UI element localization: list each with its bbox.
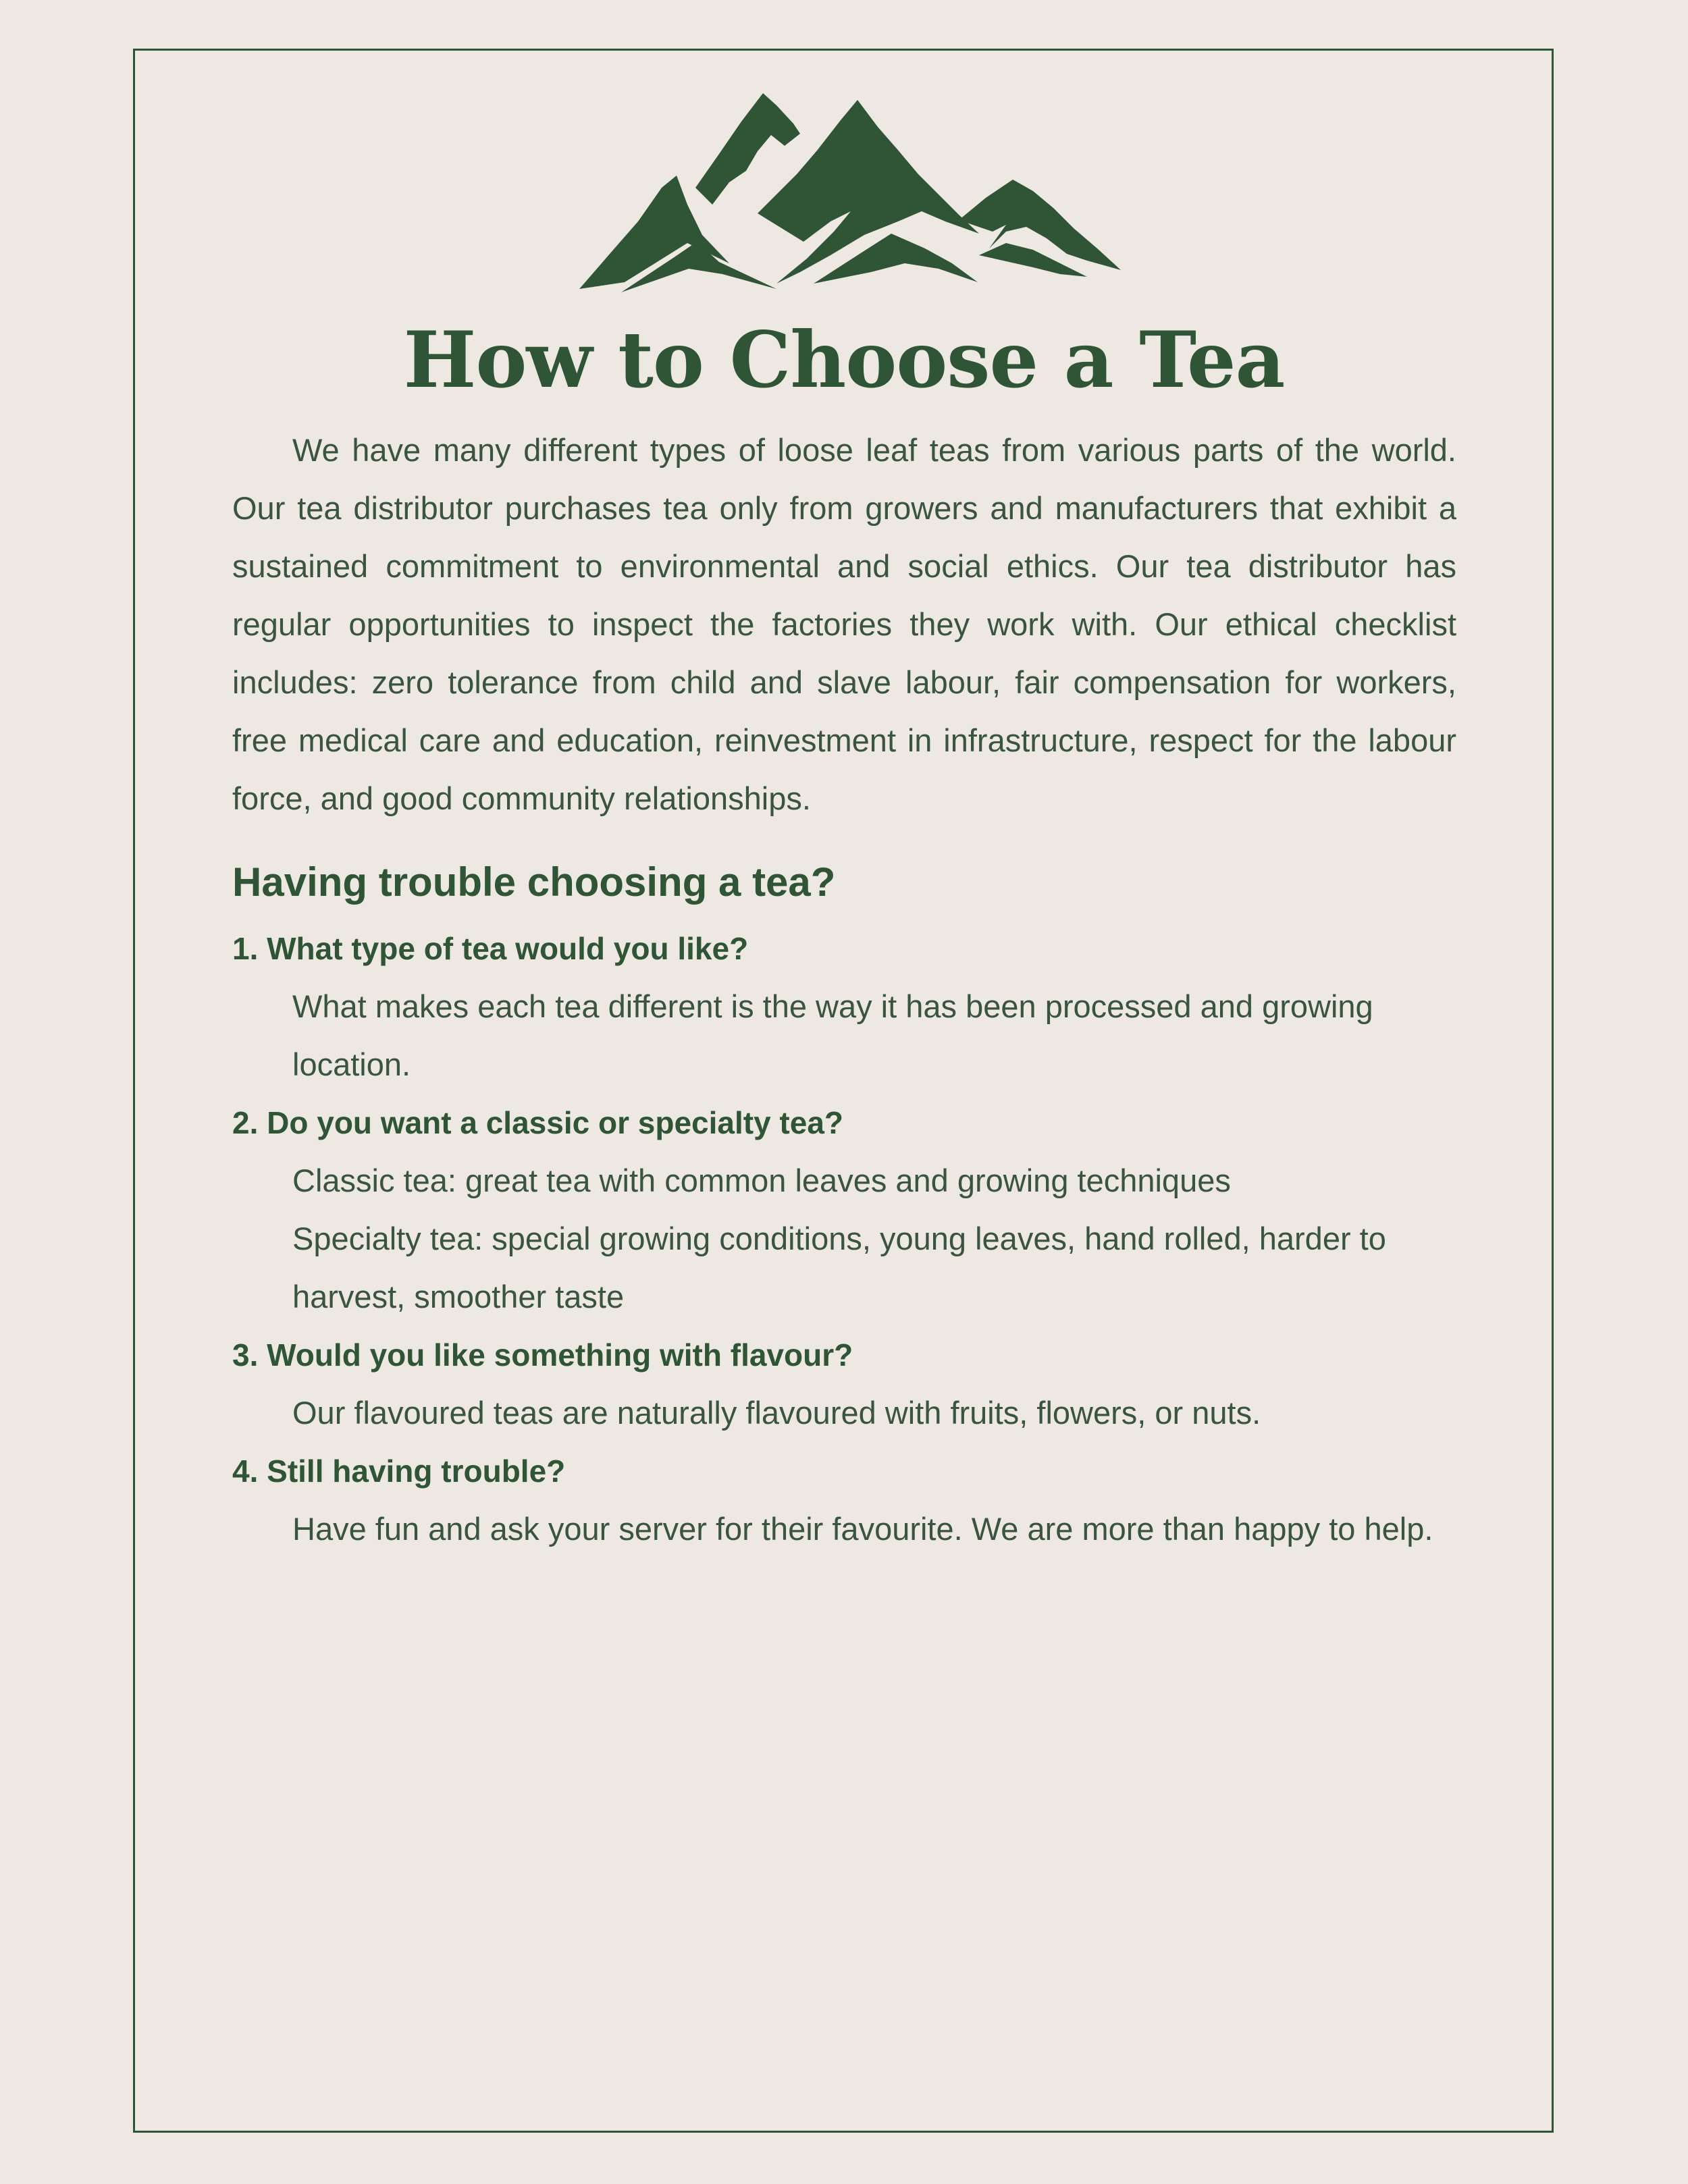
guide-item-4	[232, 1442, 1456, 1558]
guide-answer-2-specialty: Specialty tea: special growing conditions, young leaves, hand rolled, harder to harvest, smoother taste	[292, 1221, 1386, 1314]
guide-heading: Having trouble choosing a tea?	[232, 859, 836, 905]
guide-item-1	[232, 920, 1456, 1094]
intro-paragraph: We have many different types of loose leaf teas from various parts of the world. Our tea distributor purchases tea only from growers and manufacturers that exhibit a sustained commitment to environmental and social ethics. Our tea distributor has regular opportunities to inspect the factories they work with. Our ethical checklist includes: zero tolerance from child and slave labour, fair compensation for workers, free medical care and education, reinvestment in infrastructure, respect for the labour force, and good community relationships.	[232, 432, 1456, 816]
guide-item-2	[232, 1094, 1456, 1326]
guide-item-3	[232, 1326, 1456, 1442]
main-content	[232, 421, 1456, 1558]
guide-answer-1: What makes each tea different is the way it has been processed and growing location.	[292, 988, 1373, 1082]
guide-answer-4: Have fun and ask your server for their favourite. We are more than happy to help.	[292, 1511, 1433, 1547]
guide-question-1: 1. What type of tea would you like?	[232, 931, 749, 966]
guide-question-4: 4. Still having trouble?	[232, 1454, 566, 1489]
page-title: How to Choose a Tea	[403, 315, 1285, 405]
guide-question-3: 3. Would you like something with flavour?	[232, 1337, 853, 1373]
mountain-range-icon	[574, 86, 1121, 296]
guide-answer-2-classic: Classic tea: great tea with common leaves and growing techniques	[292, 1163, 1231, 1198]
guide-question-2: 2. Do you want a classic or specialty tea?	[232, 1105, 844, 1140]
guide-answer-3: Our flavoured teas are naturally flavoured with fruits, flowers, or nuts.	[292, 1395, 1261, 1431]
